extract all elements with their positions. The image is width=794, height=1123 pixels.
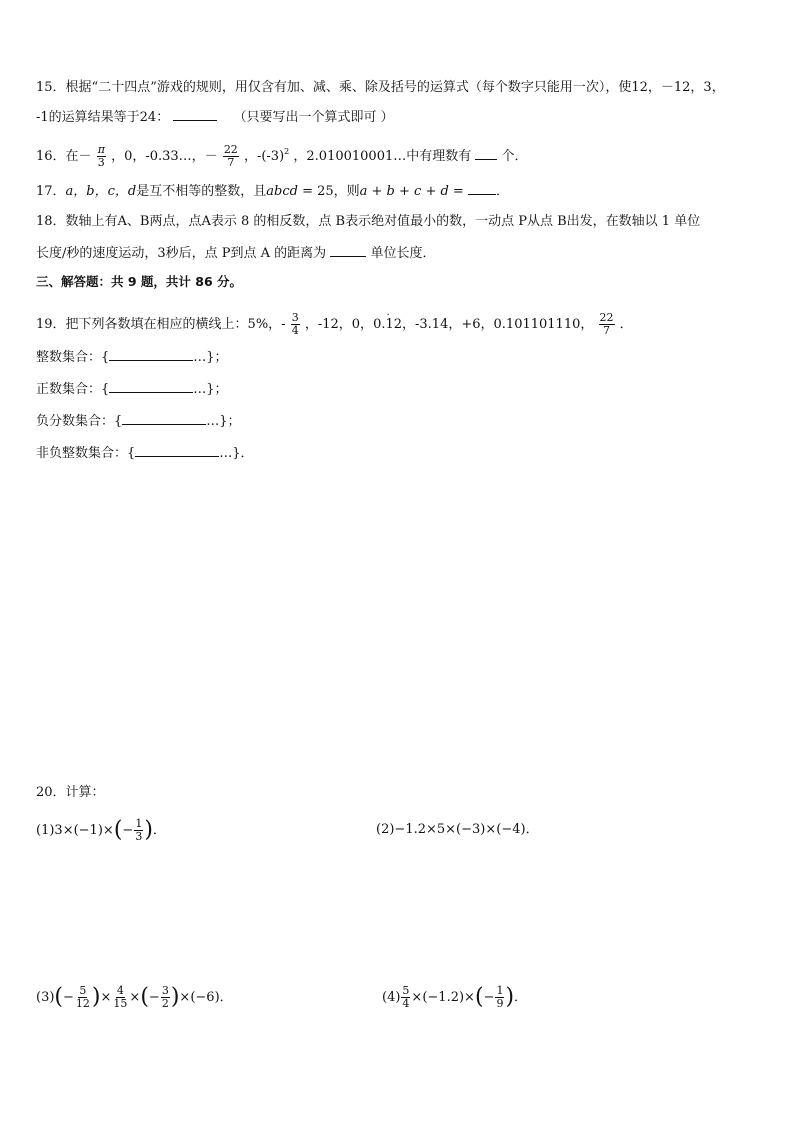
q16-pre: 16．在－ — [36, 149, 92, 164]
q20-p1-fraction — [134, 818, 143, 843]
left-paren-icon: ( — [140, 984, 149, 1010]
q20-p4-end: ． — [514, 990, 528, 1005]
q18-answer-blank[interactable] — [330, 244, 366, 257]
set-label: 整数集合：{ — [36, 350, 110, 365]
q20-p2-label: (2) — [376, 822, 395, 837]
q20-p3-x1: × — [100, 990, 112, 1005]
q19-mid2: ，-3.14，+6，0.101101110， — [402, 317, 594, 332]
q16-mid2: ，-(-3) — [243, 149, 285, 164]
q19-fraction-22-over-7 — [599, 312, 615, 337]
q20-p1-label: (1) — [36, 823, 55, 838]
q17-answer-blank[interactable] — [468, 182, 496, 195]
q20-p3-label: (3) — [36, 990, 55, 1005]
q18-line2-pre: 长度/秒的速度运动，3秒后，点 P到点 A 的距离为 — [36, 246, 327, 261]
q15-line1: 15．根据“二十四点”游戏的规则，用仅含有加、减、乘、除及括号的运算式（每个数字只能用一次），使12，－12，3， — [36, 80, 725, 95]
q20-p1-c: × — [102, 823, 114, 838]
q17-end: ． — [495, 184, 509, 199]
q16-mid1: ，0，-0.33…，－ — [111, 149, 218, 164]
q20-p3-f1-den: 12 — [75, 997, 90, 1010]
q20-p4-fraction1 — [401, 985, 410, 1010]
set-label: 非负整数集合：{ — [36, 446, 136, 461]
q20-p3-f3-den: 2 — [161, 997, 169, 1010]
q20-p2-expr: −1.2×5×(−3)×(−4) — [394, 822, 526, 837]
set-blank[interactable] — [109, 380, 193, 393]
q19-repeating-int: 0. — [373, 317, 386, 332]
q17-expr2: a + b + c + d — [359, 184, 449, 199]
q20-p3-end: ． — [219, 990, 233, 1005]
q17-post: = — [448, 184, 464, 199]
q15-line2 — [36, 108, 394, 126]
q19-set-negative-fractions — [36, 412, 241, 430]
q20-p3-fraction1 — [75, 985, 91, 1010]
q20-p3-fraction3 — [161, 985, 170, 1010]
set-end: …}； — [193, 382, 228, 397]
q17-pre: 17． — [36, 184, 66, 199]
q20-part3: (3)(− $\frac{5}{12}$ )× $\frac{4}{15}$ ×(− $\frac{3}{2}$ )×(−6)． — [36, 984, 233, 1010]
set-end: …}； — [206, 414, 241, 429]
q20-p1-a: 3× — [54, 823, 74, 838]
q19-set-nonneg-integers — [36, 444, 254, 462]
left-paren-icon: ( — [474, 984, 484, 1010]
q19-post: ． — [619, 317, 633, 332]
right-paren-icon: ) — [505, 984, 515, 1010]
q19-line — [36, 312, 633, 337]
set-label: 负分数集合：{ — [36, 414, 123, 429]
q16-exponent: 2 — [284, 147, 290, 156]
q19-set-integers — [36, 348, 228, 366]
q20-p4-label: (4) — [382, 990, 401, 1005]
q20-p1-end: ． — [152, 823, 166, 838]
q17-mid: 是互不相等的整数，且 — [136, 184, 267, 199]
right-paren-icon: ) — [144, 817, 153, 843]
q15-answer-blank[interactable] — [173, 108, 217, 121]
q20-p4-f1-den: 4 — [402, 997, 410, 1010]
q16-frac2-den: 7 — [227, 156, 235, 169]
q19-fraction-3-over-4 — [291, 312, 300, 337]
q19-repeating-digits: · 12 — [385, 317, 402, 333]
q15-line2-post: （只要写出一个算式即可 ） — [233, 110, 394, 125]
q20-p3-x3: × — [179, 990, 191, 1005]
set-label: 正数集合：{ — [36, 382, 110, 397]
q18-line2-post: 单位长度． — [370, 246, 436, 261]
q20-part2 — [376, 822, 539, 838]
set-blank[interactable] — [135, 444, 219, 457]
q20-p4-f2-den: 9 — [496, 997, 504, 1010]
q20-p2-end: ． — [525, 822, 539, 837]
q20-p4-x1: × — [411, 990, 423, 1005]
q20-p3-x2: × — [129, 990, 141, 1005]
q15-line2-pre: -1的运算结果等于24： — [36, 110, 170, 125]
q19-frac1-den: 4 — [291, 324, 299, 337]
q17-mid2: = 25，则 — [297, 184, 360, 199]
q17-line — [36, 182, 509, 200]
q20-part1: (1)3×(−1)×(− $\frac{1}{3}$ )． — [36, 817, 166, 843]
right-paren-icon: ) — [91, 984, 101, 1010]
q16-post: 个． — [501, 149, 528, 164]
q20-p1-b: (−1) — [73, 823, 103, 838]
q20-title: 20．计算： — [36, 785, 105, 800]
q20-p1-num: 1 — [135, 817, 143, 830]
q16-fraction-pi-over-3 — [97, 144, 106, 169]
q20-p3-f2-num: 4 — [116, 984, 124, 997]
q16-mid3: ，2.010010001…中有理数有 — [293, 149, 472, 164]
q19-frac2-den: 7 — [603, 324, 611, 337]
q19-frac1-num: 3 — [291, 311, 299, 324]
q19-frac2-num: 22 — [599, 311, 614, 324]
q16-frac1-num: π — [97, 143, 105, 156]
q16-frac2-num: 22 — [223, 143, 238, 156]
q20-p4-mid: (−1.2) — [422, 990, 465, 1005]
q20-p3-last: (−6) — [190, 990, 220, 1005]
q17-vars: a，b，c，d — [65, 184, 137, 199]
q19-pre: 19．把下列各数填在相应的横线上：5%，- — [36, 317, 286, 332]
q20-p3-fraction2 — [112, 985, 128, 1010]
set-blank[interactable] — [109, 348, 193, 361]
left-paren-icon: ( — [113, 817, 123, 843]
q16-line — [36, 144, 528, 169]
q20-p4-fraction2 — [495, 985, 504, 1010]
q16-frac1-den: 3 — [97, 156, 105, 169]
left-paren-icon: ( — [54, 984, 64, 1010]
q18-line1: 18．数轴上有A、B两点，点A表示 8 的相反数，点 B表示绝对值最小的数，一动点 P从点 B出发，在数轴以 1 单位 — [36, 214, 701, 229]
q16-fraction-22-over-7 — [223, 144, 239, 169]
q20-p4-x2: × — [464, 990, 475, 1005]
q16-answer-blank[interactable] — [475, 147, 497, 160]
q19-mid1: ，-12，0， — [304, 317, 374, 332]
q20-part4: (4) $\frac{5}{4}$ ×(−1.2)×(− $\frac{1}{9}$ )． — [382, 984, 528, 1010]
set-end: …}． — [219, 446, 254, 461]
q20-p4-f2-num: 1 — [496, 984, 504, 997]
q17-expr1: abcd — [266, 184, 298, 199]
q20-p3-f1-num: 5 — [79, 984, 87, 997]
set-end: …}； — [193, 350, 228, 365]
q18-line2 — [36, 244, 435, 262]
q20-p3-f3-num: 3 — [161, 984, 169, 997]
q19-set-positives — [36, 380, 228, 398]
set-blank[interactable] — [122, 412, 206, 425]
section3-title: 三、解答题：共 9 题，共计 86 分。 — [36, 274, 243, 289]
q20-p1-den: 3 — [135, 830, 143, 843]
q20-p4-f1-num: 5 — [402, 984, 410, 997]
q20-p3-f2-den: 15 — [113, 997, 128, 1010]
right-paren-icon: ) — [170, 984, 180, 1010]
